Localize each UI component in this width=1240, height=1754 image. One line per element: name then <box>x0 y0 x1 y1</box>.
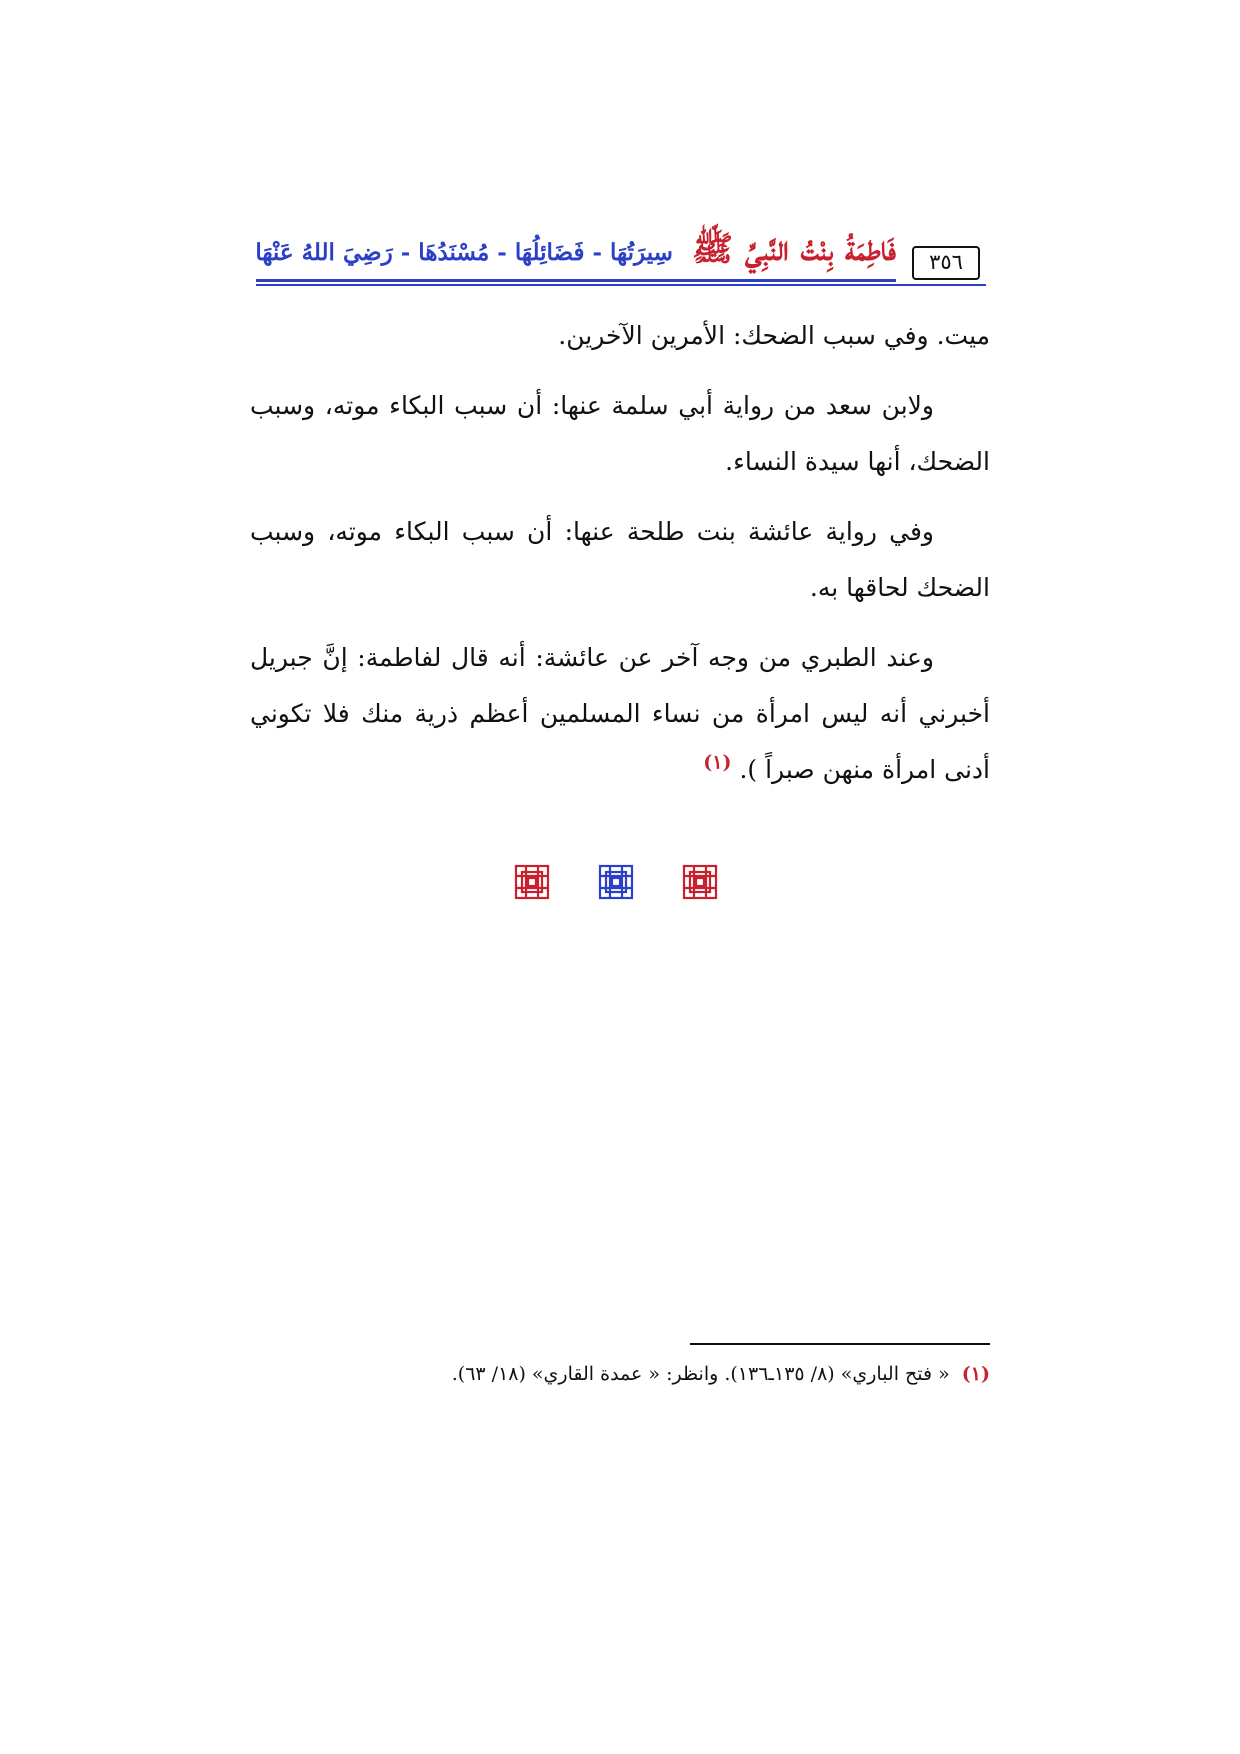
paragraph-text: وعند الطبري من وجه آخر عن عائشة: أنه قال لفاطمة: إنَّ جبريل أخبرني أنه ليس امرأة من نساء المسلمين أعظم ذرية منك فلا تكوني أدنى امرأة منهن صبراً ). <box>250 643 990 784</box>
page-number: ٣٥٦ <box>912 246 980 280</box>
paragraph-last <box>250 630 990 798</box>
footnote <box>250 1356 990 1392</box>
header-divider-top <box>256 279 896 282</box>
footnote-divider <box>690 1343 990 1345</box>
header-title-main: فَاطِمَةُ بِنْتُ النَّبِيِّ ﷺ <box>692 229 896 269</box>
footnote-number: (١) <box>961 1363 990 1385</box>
header-title-sub: سِيرَتُهَا - فَضَائِلُهَا - مُسْنَدُهَا - رَضِيَ اللهُ عَنْهَا <box>255 239 673 266</box>
footnote-text: « فتح الباري» (٨/ ١٣٥ـ١٣٦). وانظر: « عمدة القاري» (١٨/ ٦٣). <box>451 1363 950 1385</box>
header-divider-bottom <box>256 284 986 286</box>
paragraph: ولابن سعد من رواية أبي سلمة عنها: أن سبب البكاء موته، وسبب الضحك، أنها سيدة النساء. <box>250 391 990 476</box>
footnote-reference[interactable]: (١) <box>703 751 732 774</box>
section-ornaments <box>512 862 732 906</box>
knot-ornament-icon <box>512 862 552 902</box>
body-text <box>250 308 990 812</box>
paragraph: وفي رواية عائشة بنت طلحة عنها: أن سبب البكاء موته، وسبب الضحك لحاقها به. <box>250 517 990 602</box>
knot-ornament-icon <box>680 862 720 902</box>
knot-ornament-strokes <box>600 866 632 898</box>
knot-ornament-strokes <box>516 866 548 898</box>
knot-ornament-icon <box>596 862 636 902</box>
header-title <box>256 228 896 284</box>
paragraph: ميت. وفي سبب الضحك: الأمرين الآخرين. <box>558 321 990 350</box>
knot-ornament-strokes <box>684 866 716 898</box>
